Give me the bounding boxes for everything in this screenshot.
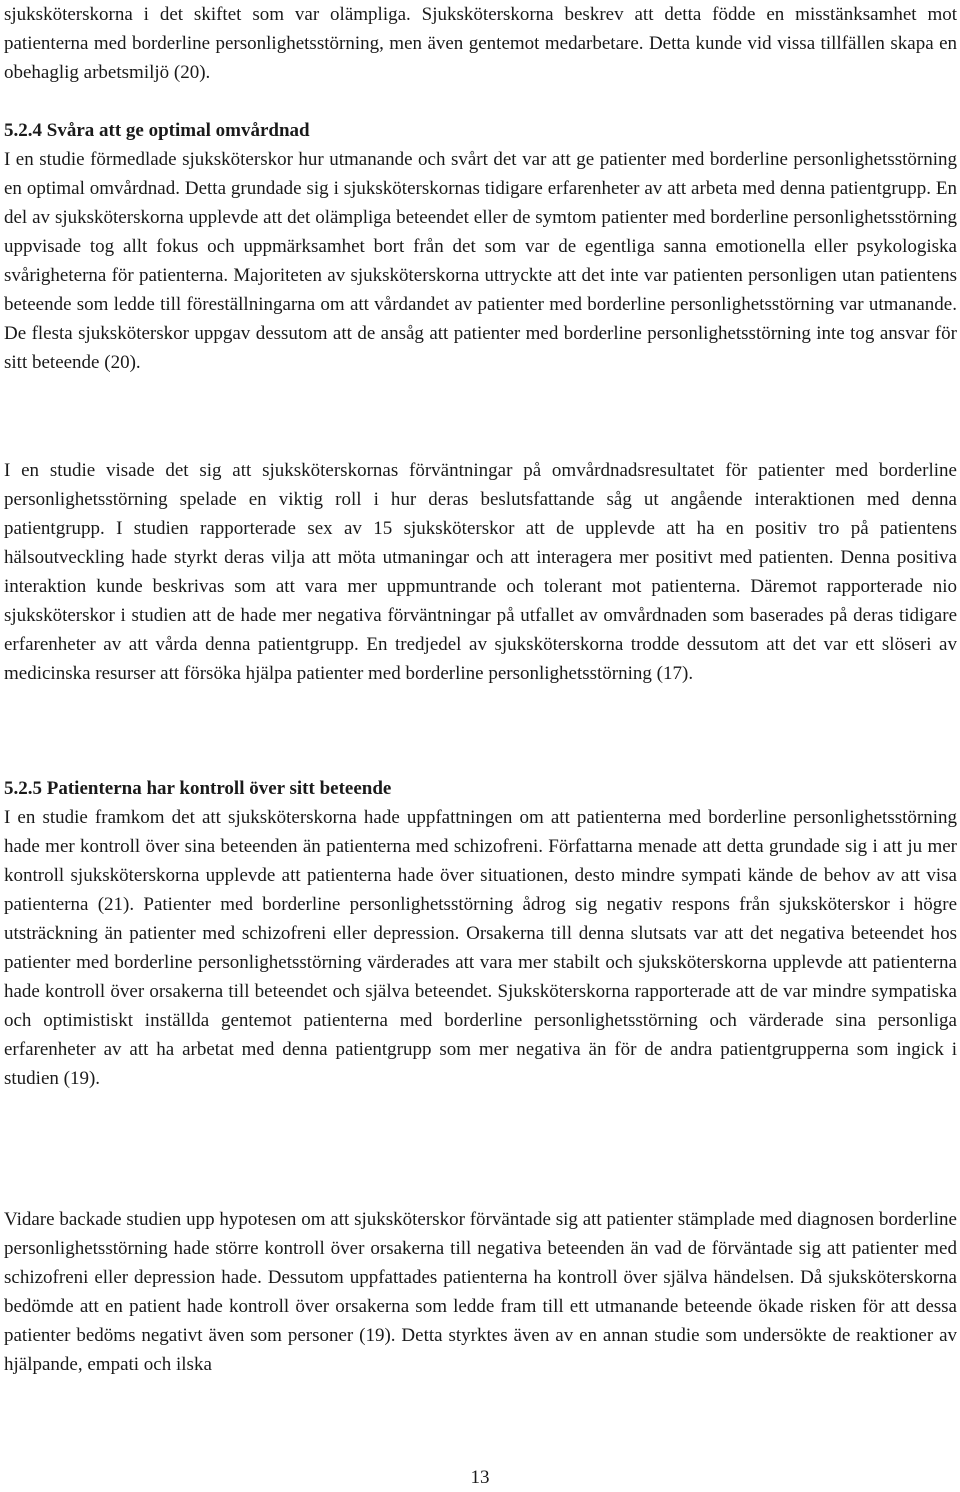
body-paragraph: Vidare backade studien upp hypotesen om att sjuksköterskor förväntade sig att patienter stämplade med diagnosen borderline personlighetsstörning hade större kontroll över orsakerna till negativa beteenden än vad de förväntade sig att patienter med schizofreni eller depression hade. Dessutom uppfattades patienterna ha kontroll över själva händelsen. Då sjuksköterskorna bedömde att en patient hade kontroll över orsakerna som ledde fram till ett utmanande beteende ökade risken för att dessa patienter bedöms negativt även som personer (19). Detta styrktes även av en annan studie som undersökte de reaktioner av hjälpande, empati och ilska xyxy=(4,1209,957,1375)
page-number: 13 xyxy=(470,1467,490,1488)
section-heading: 5.2.4 Svåra att ge optimal omvårdnad xyxy=(4,120,310,141)
body-paragraph: I en studie framkom det att sjuksköterskorna hade uppfattningen om att patienterna med borderline personlighetsstörning hade mer kontroll över sina beteenden än patienterna med schizofreni. Författarna menade att detta grundade sig i att ju mer kontroll sjuksköterskorna upplevde att patienterna hade över situationen, desto mindre sympati kände de behov av att visa patienterna (21). Patienter med borderline personlighetsstörning ådrog sig negativ respons från sjuksköterskor i högre utsträckning än patienter med schizofreni eller depression. Orsakerna till denna slutsats var att det negativa beteendet hos patienter med borderline personlighetsstörning värderades att vara mer stabilt och sjuksköterskorna upplevde att patienterna hade kontroll över orsakerna till beteendet och själva beteendet. Sjuksköterskorna rapporterade att de var mindre sympatiska och optimistiskt inställda gentemot patienterna med borderline personlighetsstörning och värderade sina personliga erfarenheter av att ha arbetat med denna patientgrupp som mer negativa än för de andra patientgrupperna som ingick i studien (19). xyxy=(4,807,957,1089)
body-paragraph: I en studie visade det sig att sjuksköterskornas förväntningar på omvårdnadsresultatet för patienter med borderline personlighetsstörning spelade en viktig roll i hur deras beslutsfattande såg ut angående interaktionen med denna patientgrupp. I studien rapporterade sex av 15 sjuksköterskor att de upplevde att ha en positiv tro på patientens hälsoutveckling hade styrkt deras vilja att möta utmaningar och att interagera mer positivt med patienten. Denna positiva interaktion kunde beskrivas som att vara mer uppmuntrande och tolerant mot patienterna. Däremot rapporterade nio sjuksköterskor i studien att de hade mer negativa förväntningar på utfallet av omvårdnaden som baserades på deras tidigare erfarenheter av att vårda denna patientgrupp. En tredjedel av sjuksköterskorna trodde dessutom att det var ett slöseri av medicinska resurser att försöka hjälpa patienter med borderline personlighetsstörning (17). xyxy=(4,460,957,684)
intro-paragraph: sjuksköterskorna i det skiftet som var olämpliga. Sjuksköterskorna beskrev att detta födde en misstänksamhet mot patienterna med borderline personlighetsstörning, men även gentemot medarbetare. Detta kunde vid vissa tillfällen skapa en obehaglig arbetsmiljö (20). xyxy=(4,4,957,83)
section-5-2-4 xyxy=(4,116,957,377)
section-heading: 5.2.5 Patienterna har kontroll över sitt beteende xyxy=(4,778,392,799)
body-paragraph: I en studie förmedlade sjuksköterskor hur utmanande och svårt det var att ge patienter med borderline personlighetsstörning en optimal omvårdnad. Detta grundade sig i sjuksköterskornas tidigare erfarenheter av att arbeta med denna patientgrupp. En del av sjuksköterskorna upplevde att det olämpliga beteendet eller de symtom patienter med borderline personlighetsstörning uppvisade tog allt fokus och uppmärksamhet bort från det som var de egentliga sanna emotionella eller psykologiska svårigheterna för patienterna. Majoriteten av sjuksköterskorna uttryckte att det inte var patienten personligen utan patientens beteende som ledde till föreställningarna om att vårdandet av patienter med borderline personlighetsstörning var utmanande. De flesta sjuksköterskor uppgav dessutom att de ansåg att patienter med borderline personlighetsstörning inte tog ansvar för sitt beteende (20). xyxy=(4,149,957,373)
section-5-2-5 xyxy=(4,774,957,1093)
